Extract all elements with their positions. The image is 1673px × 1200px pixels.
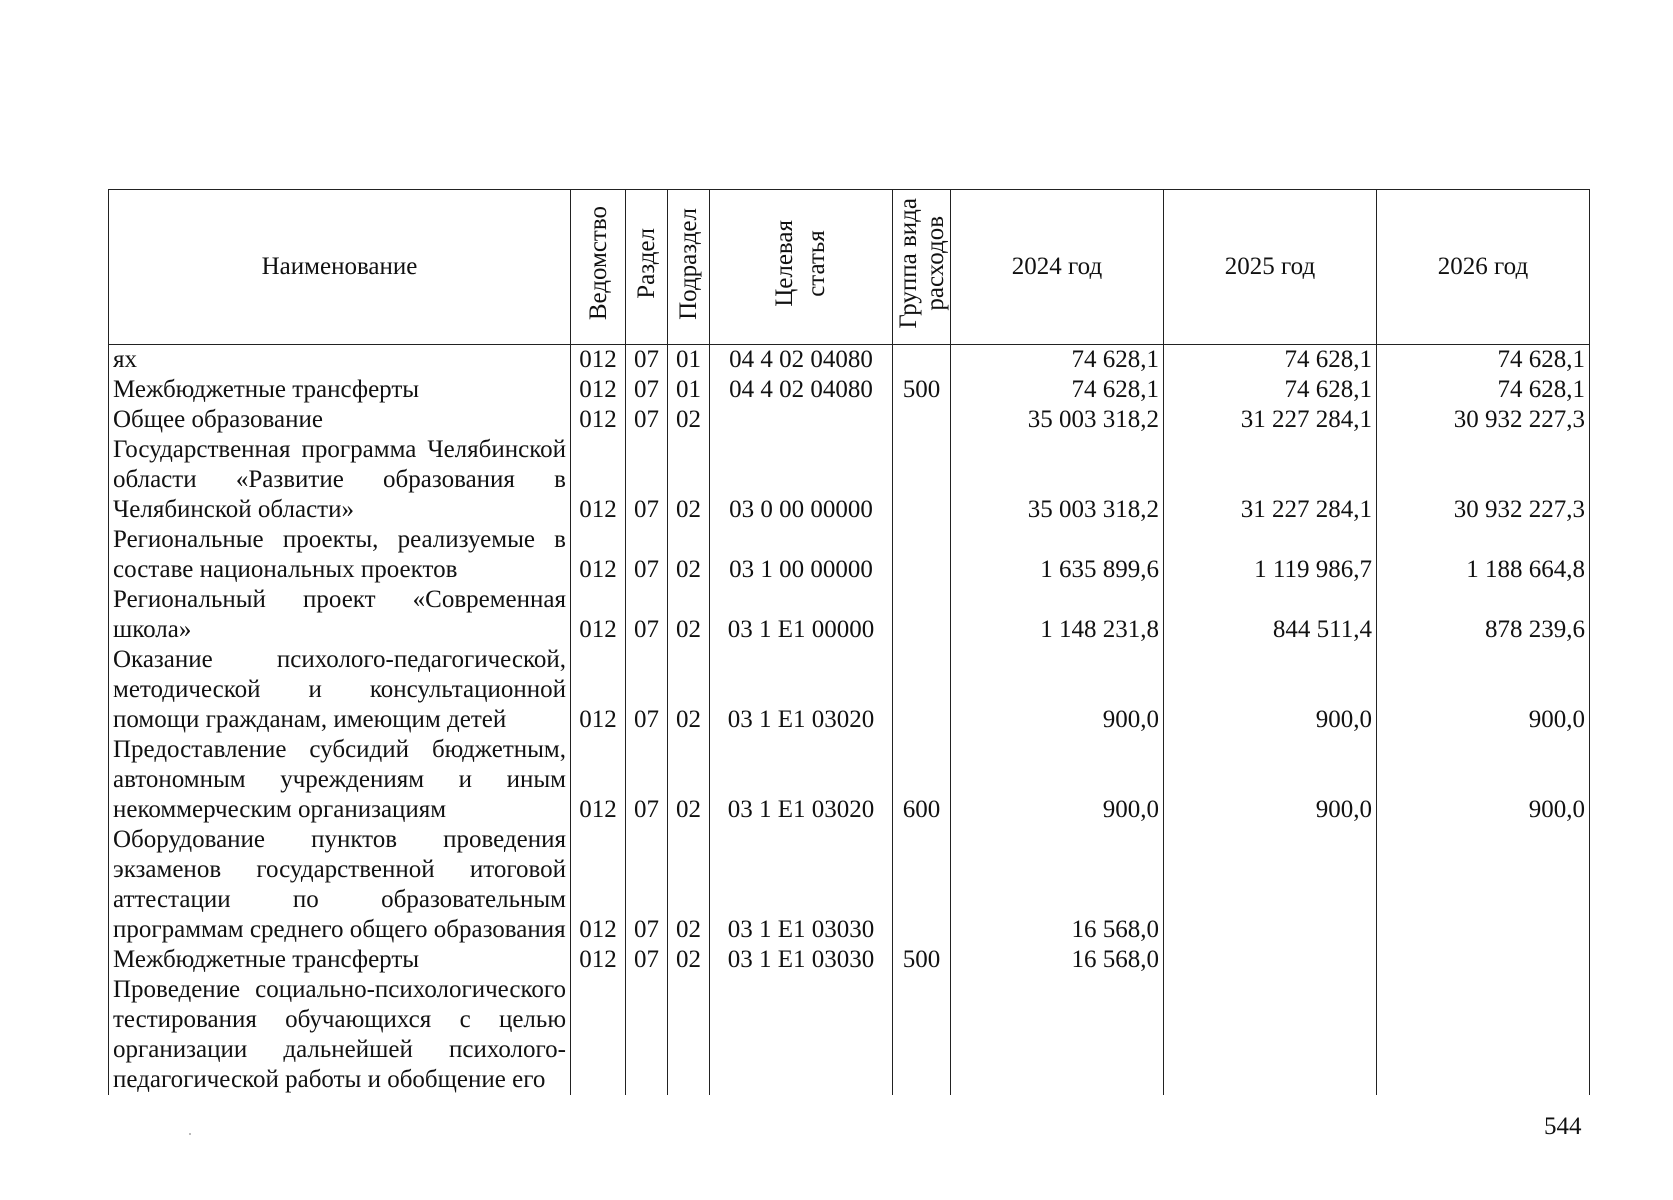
- row-section: 07: [626, 405, 668, 435]
- table-row: [109, 945, 1590, 975]
- table-row: [109, 345, 1590, 376]
- row-2024: 1 148 231,8: [951, 585, 1164, 645]
- row-dept: 012: [571, 345, 626, 376]
- row-section: 07: [626, 825, 668, 945]
- row-2024: 16 568,0: [951, 945, 1164, 975]
- row-2024: 1 635 899,6: [951, 525, 1164, 585]
- row-2025: 900,0: [1164, 645, 1377, 735]
- row-dept: 012: [571, 945, 626, 975]
- table-row: [109, 375, 1590, 405]
- row-2026: 74 628,1: [1377, 345, 1590, 376]
- row-dept: 012: [571, 525, 626, 585]
- table-header-row: [109, 190, 1590, 345]
- row-2024: 35 003 318,2: [951, 435, 1164, 525]
- table-row: [109, 975, 1590, 1095]
- row-2025: [1164, 975, 1377, 1095]
- row-2026: [1377, 825, 1590, 945]
- row-expense-group: [893, 645, 951, 735]
- table-row: [109, 525, 1590, 585]
- row-name: Государственная программа Челябинской области «Развитие образования в Челябинской области»: [109, 435, 571, 525]
- row-subsection: 02: [668, 735, 710, 825]
- row-target: 03 1 E1 03020: [710, 645, 893, 735]
- row-2024: 74 628,1: [951, 345, 1164, 376]
- row-section: 07: [626, 585, 668, 645]
- table-row: [109, 645, 1590, 735]
- row-2024: 35 003 318,2: [951, 405, 1164, 435]
- row-dept: 012: [571, 375, 626, 405]
- row-expense-group: [893, 525, 951, 585]
- row-expense-group: 500: [893, 375, 951, 405]
- table-row: [109, 585, 1590, 645]
- row-2025: 74 628,1: [1164, 375, 1377, 405]
- row-2024: [951, 975, 1164, 1095]
- table-row: [109, 825, 1590, 945]
- header-2024: 2024 год: [951, 190, 1164, 345]
- row-2025: 844 511,4: [1164, 585, 1377, 645]
- page-number: 544: [1544, 1113, 1582, 1140]
- row-2026: 900,0: [1377, 645, 1590, 735]
- row-expense-group: [893, 585, 951, 645]
- row-2025: 74 628,1: [1164, 345, 1377, 376]
- header-expense-group: Группа вида расходов: [893, 190, 951, 345]
- row-2024: 16 568,0: [951, 825, 1164, 945]
- row-2025: 31 227 284,1: [1164, 435, 1377, 525]
- row-expense-group: [893, 435, 951, 525]
- header-subsection: Подраздел: [668, 190, 710, 345]
- row-section: 07: [626, 345, 668, 376]
- row-target: [710, 405, 893, 435]
- row-name: Оказание психолого-педагогической, методической и консультационной помощи гражданам, имеющим детей: [109, 645, 571, 735]
- row-target: 03 0 00 00000: [710, 435, 893, 525]
- row-2026: 30 932 227,3: [1377, 405, 1590, 435]
- row-subsection: 02: [668, 435, 710, 525]
- row-target: 03 1 E1 03020: [710, 735, 893, 825]
- row-2026: 30 932 227,3: [1377, 435, 1590, 525]
- budget-table: [108, 189, 1590, 1095]
- row-expense-group: 600: [893, 735, 951, 825]
- row-expense-group: [893, 405, 951, 435]
- row-2026: [1377, 945, 1590, 975]
- row-2024: 74 628,1: [951, 375, 1164, 405]
- row-2025: 31 227 284,1: [1164, 405, 1377, 435]
- row-section: 07: [626, 645, 668, 735]
- row-name: Межбюджетные трансферты: [109, 375, 571, 405]
- row-section: 07: [626, 375, 668, 405]
- row-dept: 012: [571, 645, 626, 735]
- header-2025: 2025 год: [1164, 190, 1377, 345]
- row-section: [626, 975, 668, 1095]
- row-section: 07: [626, 525, 668, 585]
- row-target: 03 1 E1 03030: [710, 825, 893, 945]
- row-section: 07: [626, 435, 668, 525]
- row-expense-group: 500: [893, 945, 951, 975]
- header-2026: 2026 год: [1377, 190, 1590, 345]
- table-row: [109, 435, 1590, 525]
- scan-speck: [189, 1133, 191, 1135]
- row-2025: 1 119 986,7: [1164, 525, 1377, 585]
- row-name: Региональный проект «Современная школа»: [109, 585, 571, 645]
- row-target: 04 4 02 04080: [710, 375, 893, 405]
- row-name: Межбюджетные трансферты: [109, 945, 571, 975]
- row-subsection: 02: [668, 405, 710, 435]
- row-subsection: 02: [668, 525, 710, 585]
- row-name: Предоставление субсидий бюджетным, автономным учреждениям и иным некоммерческим организациям: [109, 735, 571, 825]
- header-dept: Ведомство: [571, 190, 626, 345]
- table-row: [109, 735, 1590, 825]
- row-dept: [571, 975, 626, 1095]
- row-target: 03 1 E1 00000: [710, 585, 893, 645]
- row-subsection: 01: [668, 345, 710, 376]
- row-2024: 900,0: [951, 735, 1164, 825]
- row-subsection: [668, 975, 710, 1095]
- row-subsection: 02: [668, 825, 710, 945]
- row-2026: 900,0: [1377, 735, 1590, 825]
- row-target: 03 1 E1 03030: [710, 945, 893, 975]
- row-2026: 1 188 664,8: [1377, 525, 1590, 585]
- row-name: Общее образование: [109, 405, 571, 435]
- header-section: Раздел: [626, 190, 668, 345]
- row-name: Оборудование пунктов проведения экзаменов государственной итоговой аттестации по образовательным программам среднего общего образования: [109, 825, 571, 945]
- row-subsection: 02: [668, 585, 710, 645]
- row-dept: 012: [571, 825, 626, 945]
- row-name: Проведение социально-психологического тестирования обучающихся с целью организации дальнейшей психолого-педагогической работы и обобщение его: [109, 975, 571, 1095]
- row-dept: 012: [571, 435, 626, 525]
- table-row: [109, 405, 1590, 435]
- row-expense-group: [893, 825, 951, 945]
- row-section: 07: [626, 945, 668, 975]
- row-2025: [1164, 825, 1377, 945]
- row-subsection: 02: [668, 645, 710, 735]
- row-expense-group: [893, 345, 951, 376]
- row-name: Региональные проекты, реализуемые в составе национальных проектов: [109, 525, 571, 585]
- row-name: ях: [109, 345, 571, 376]
- row-subsection: 02: [668, 945, 710, 975]
- row-expense-group: [893, 975, 951, 1095]
- row-dept: 012: [571, 735, 626, 825]
- row-2024: 900,0: [951, 645, 1164, 735]
- row-target: [710, 975, 893, 1095]
- row-2025: 900,0: [1164, 735, 1377, 825]
- row-2026: 74 628,1: [1377, 375, 1590, 405]
- row-section: 07: [626, 735, 668, 825]
- row-target: 03 1 00 00000: [710, 525, 893, 585]
- row-dept: 012: [571, 585, 626, 645]
- row-dept: 012: [571, 405, 626, 435]
- header-name: Наименование: [109, 190, 571, 345]
- row-2026: 878 239,6: [1377, 585, 1590, 645]
- row-2026: [1377, 975, 1590, 1095]
- row-subsection: 01: [668, 375, 710, 405]
- header-target: Целевая статья: [710, 190, 893, 345]
- row-2025: [1164, 945, 1377, 975]
- row-target: 04 4 02 04080: [710, 345, 893, 376]
